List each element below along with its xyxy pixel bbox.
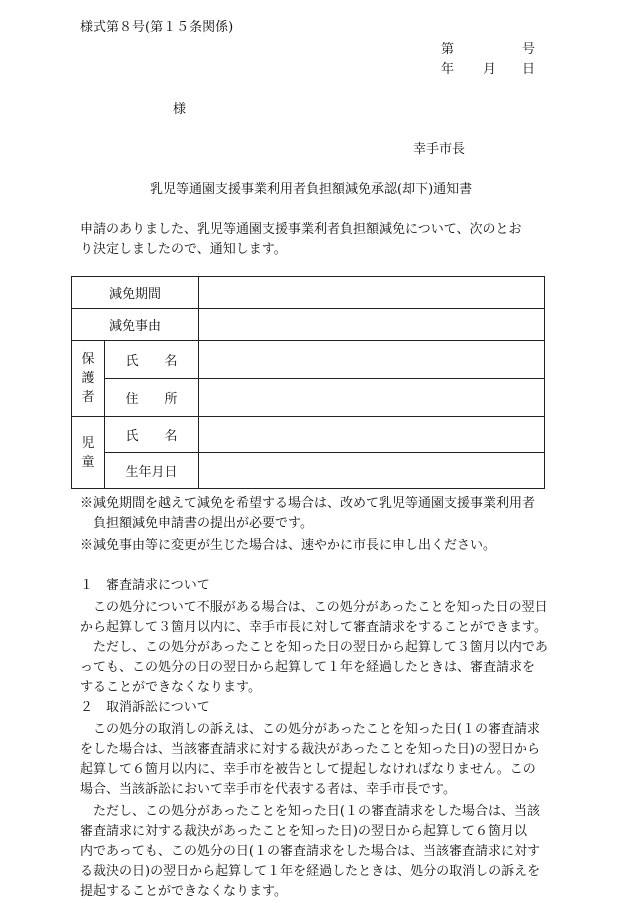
section-line: 起算して６箇月以内に、幸手市を被告として提起しなければなりません。この: [80, 762, 536, 777]
child-name-label: 氏 名: [105, 417, 199, 453]
guardian-address-label: 住 所: [105, 379, 199, 417]
period-label: 減免期間: [72, 277, 199, 309]
note-line: ※減免事由等に変更が生じた場合は、速やかに市長に申し出ください。: [80, 538, 497, 553]
intro-line: 申請のありました、乳児等通園支援事業利者負担額減免について、次のとお: [80, 222, 522, 237]
section-line: る裁決の日)の翌日から起算して１年を経過したときは、処分の取消しの訴えを: [80, 864, 541, 879]
section-line: 内であっても、この処分の日(１の審査請求をした場合は、当該審査請求に対す: [80, 844, 540, 859]
form-number: 様式第８号(第１５条関係): [80, 20, 234, 35]
date-year: 年: [441, 62, 455, 77]
table-row-reason: [72, 309, 545, 341]
reason-value: [199, 309, 545, 341]
section-line: することができなくなります。: [80, 680, 261, 695]
section-line: 提起することができなくなります。: [80, 884, 287, 899]
section-line: この処分の取消しの訴えは、この処分があったことを知った日(１の審査請求: [80, 722, 540, 737]
section-line: 場合、当該訴訟において幸手市を代表する者は、幸手市長です。: [80, 782, 456, 797]
date-day: 日: [522, 62, 536, 77]
issuer: 幸手市長: [413, 142, 466, 157]
addressee-suffix: 様: [173, 102, 187, 117]
section-line: から起算して３箇月以内に、幸手市長に対して審査請求をすることができます。: [80, 620, 547, 635]
table-row-guardian-address: [72, 379, 545, 417]
section-line: ただし、この処分があったことを知った日の翌日から起算して３箇月以内であ: [80, 640, 548, 655]
date-month: 月: [483, 62, 497, 77]
section-heading: １ 審査請求について: [80, 578, 210, 593]
table-row-period: [72, 277, 545, 309]
number-suffix: 号: [522, 42, 536, 57]
section-line: ただし、この処分があったことを知った日(１の審査請求をした場合は、当該: [80, 804, 540, 819]
section-line: をした場合は、当該審査請求に対する裁決があったことを知った日)の翌日から: [80, 742, 540, 757]
note-line: 負担額減免申請書の提出が必要です。: [80, 516, 313, 531]
section-heading: ２ 取消訴訟について: [80, 700, 210, 715]
info-table: [71, 276, 545, 489]
child-group-label: 児 童: [72, 417, 105, 489]
number-prefix: 第: [441, 42, 455, 57]
guardian-address-value: [199, 379, 545, 417]
section-line: この処分について不服がある場合は、この処分があったことを知った日の翌日: [80, 600, 548, 615]
table-row-child-name: [72, 417, 545, 453]
child-birth-label: 生年月日: [105, 453, 199, 489]
document-title: 乳児等通園支援事業利用者負担額減免承認(却下)通知書: [150, 182, 473, 197]
child-birth-value: [199, 453, 545, 489]
period-value: [199, 277, 545, 309]
child-name-value: [199, 417, 545, 453]
guardian-group-label: 保 護 者: [72, 341, 105, 417]
guardian-name-value: [199, 341, 545, 379]
guardian-name-label: 氏 名: [105, 341, 199, 379]
note-line: ※減免期間を越えて減免を希望する場合は、改めて乳児等通園支援事業利用者: [80, 496, 536, 511]
reason-label: 減免事由: [72, 309, 199, 341]
table-row-child-birth: [72, 453, 545, 489]
section-line: っても、この処分の日の翌日から起算して１年を経過したときは、審査請求を: [80, 660, 536, 675]
table-row-guardian-name: [72, 341, 545, 379]
intro-line: り決定しましたので、通知します。: [80, 242, 287, 257]
section-line: 審査請求に対する裁決があったことを知った日)の翌日から起算して６箇月以: [80, 824, 527, 839]
